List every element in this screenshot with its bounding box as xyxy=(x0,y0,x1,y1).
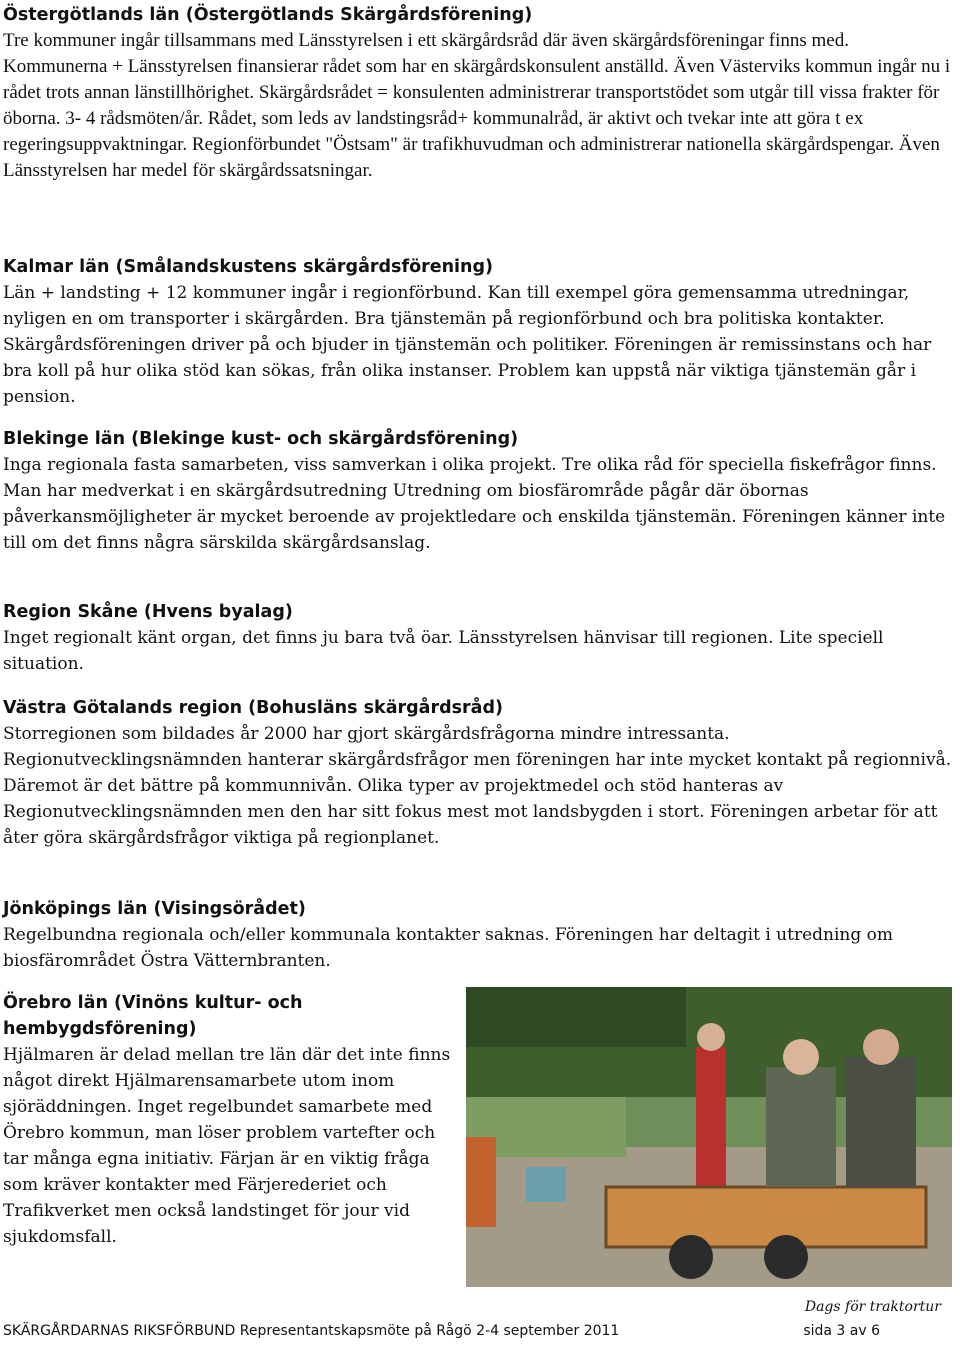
photo-caption: Dags för traktortur xyxy=(804,1299,941,1315)
section-text: Tre kommuner ingår tillsammans med Länsstyrelsen i ett skärgårdsråd där även skärgårdsföreningar finns med. Kommunerna + Länsstyrelsen finansierar rådet som har en skärgårdskonsulent anställd. Även Västerviks kommun ingår nu i rådet trots annan länstillhörighet. Skärgårdsrådet = konsulenten administrerar transportstödet som utgår till vissa frakter för öborna. 3- 4 rådsmöten/år. Rådet, som leds av landstingsråd+ kommunalråd, är aktivt och tvekar inte att göra t ex regeringsuppvaktningar. Regionförbundet "Östsam" är trafikhuvudman och administrerar nationella skärgårdspengar. Även Länsstyrelsen har medel för skärgårdssatsningar. xyxy=(3,30,951,181)
section-orebro xyxy=(3,990,453,1250)
section-blekinge xyxy=(3,426,953,556)
section-text: Hjälmaren är delad mellan tre län där det inte finns något direkt Hjälmarensamarbete utom inom sjöräddningen. Inget regelbundet samarbete med Örebro kommun, man löser problem vartefter och tar många egna initiativ. Färjan är en viktig fråga som kräver kontakter med Färjerederiet och Trafikverket men också landstinget för jour vid sjukdomsfall. xyxy=(3,1045,451,1247)
section-heading: Jönköpings län (Visingsörådet) xyxy=(3,899,306,919)
section-ostergotland xyxy=(3,2,953,184)
section-heading: Örebro län (Vinöns kultur- och hembygdsförening) xyxy=(3,993,303,1039)
section-heading: Västra Götalands region (Bohusläns skärgårdsråd) xyxy=(3,698,504,718)
footer-title: SKÄRGÅRDARNAS RIKSFÖRBUND Representantskapsmöte på Rågö 2-4 september 2011 xyxy=(3,1323,620,1339)
section-text: Storregionen som bildades år 2000 har gjort skärgårdsfrågorna mindre intressanta. Regionutvecklingsnämnden hanterar skärgårdsfrågor men föreningen har inte mycket kontakt på regionnivå. Däremot är det bättre på kommunnivån. Olika typer av projektmedel och stöd hanteras av Regionutvecklingsnämnden men den har sitt fokus mest mot landsbygden i stort. Föreningen arbetar för att åter göra skärgårdsfrågor viktiga på regionplanet. xyxy=(3,724,952,848)
section-vastra-gotaland xyxy=(3,695,953,851)
section-heading: Blekinge län (Blekinge kust- och skärgårdsförening) xyxy=(3,429,519,449)
page-number: sida 3 av 6 xyxy=(803,1323,880,1339)
section-kalmar xyxy=(3,254,953,410)
section-text: Län + landsting + 12 kommuner ingår i regionförbund. Kan till exempel göra gemensamma utredningar, nyligen en om transporter i skärgården. Bra tjänstemän på regionförbund och bra politiska kontakter. Skärgårdsföreningen driver på och bjuder in tjänstemän och politiker. Föreningen är remissinstans och har bra koll på hur olika stöd kan sökas, från olika instanser. Problem kan uppstå när viktiga tjänstemän går i pension. xyxy=(3,283,932,407)
section-heading: Östergötlands län (Östergötlands Skärgårdsförening) xyxy=(3,5,533,25)
photo-illustration xyxy=(466,987,952,1287)
section-text: Regelbundna regionala och/eller kommunala kontakter saknas. Föreningen har deltagit i utredning om biosfärområdet Östra Vätternbranten. xyxy=(3,925,893,971)
section-jonkoping xyxy=(3,896,953,974)
section-text: Inga regionala fasta samarbeten, viss samverkan i olika projekt. Tre olika råd för speciella fiskefrågor finns. Man har medverkat i en skärgårdsutredning Utredning om biosfärområde pågår där öbornas påverkansmöjligheter är mycket beroende av projektledare och enskilda tjänstemän. Föreningen känner inte till om det finns några särskilda skärgårdsanslag. xyxy=(3,455,946,553)
tractor-tour-photo xyxy=(466,987,952,1287)
section-heading: Kalmar län (Smålandskustens skärgårdsförening) xyxy=(3,257,494,277)
page-footer xyxy=(3,1323,880,1339)
section-heading: Region Skåne (Hvens byalag) xyxy=(3,602,293,622)
section-text: Inget regionalt känt organ, det finns ju bara två öar. Länsstyrelsen hänvisar till regionen. Lite speciell situation. xyxy=(3,628,884,674)
section-skane xyxy=(3,599,953,677)
